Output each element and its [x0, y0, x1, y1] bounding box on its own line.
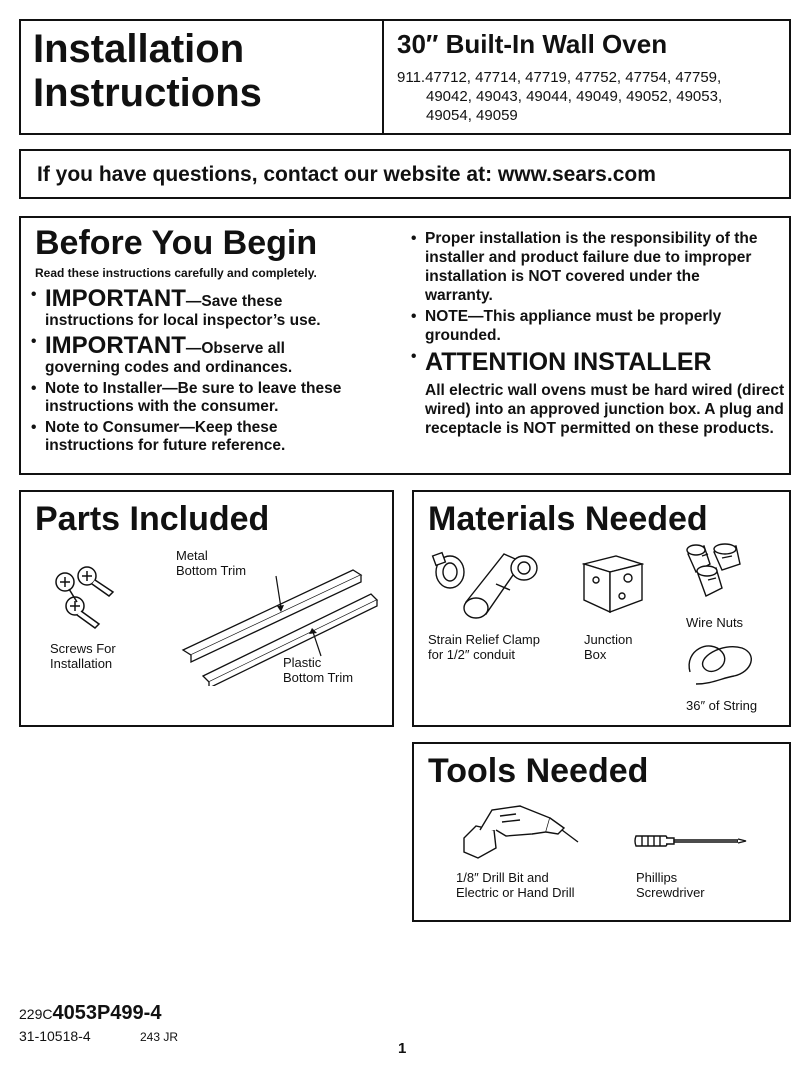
tools-title: Tools Needed	[428, 752, 649, 790]
important-save	[31, 286, 401, 330]
screwdriver-label: Phillips Screwdriver	[636, 870, 705, 900]
important-label: IMPORTANT	[45, 285, 186, 312]
strain-relief-clamp-illustration	[426, 544, 544, 626]
drill-label: 1/8″ Drill Bit and Electric or Hand Drill	[456, 870, 575, 900]
junction-box-illustration	[582, 550, 644, 616]
screws-illustration	[51, 564, 121, 636]
code-main: 4053P499-4	[52, 1002, 162, 1024]
jr-code: 243 JR	[140, 1030, 179, 1044]
attention-heading: ATTENTION INSTALLER	[425, 348, 712, 376]
materials-title: Materials Needed	[428, 500, 708, 538]
drill-illustration	[460, 796, 580, 864]
doc-title-line2: Instructions	[33, 71, 262, 115]
part-number: 31-10518-4	[19, 1028, 91, 1044]
model-numbers-line1: 911.47712, 47714, 47719, 47752, 47754, 47759,	[397, 69, 722, 86]
string-label: 36″ of String	[686, 698, 758, 713]
attention-text: All electric wall ovens must be hard wired (direct wired) into an approved junction box. A plug and receptacle is NOT permitted on these products.	[425, 382, 785, 437]
wire-nuts-illustration	[682, 542, 750, 604]
before-title: Before You Begin	[35, 224, 318, 262]
tools-needed-box	[412, 742, 791, 922]
important-observe-rest: —Observe all	[185, 340, 285, 357]
contact-box	[19, 149, 791, 199]
bottom-trim-illustration	[181, 566, 381, 686]
code-prefix: 229C	[19, 1006, 53, 1022]
model-numbers-line2: 49042, 49043, 49044, 49049, 49052, 49053,	[426, 88, 723, 105]
header-divider	[382, 21, 384, 133]
important-save-line2: instructions for local inspector’s use.	[45, 312, 321, 329]
wire-nuts-label: Wire Nuts	[686, 615, 744, 630]
attention-installer	[411, 347, 785, 377]
contact-text: If you have questions, contact our website at: www.sears.com	[37, 163, 656, 186]
before-you-begin-box	[19, 216, 791, 475]
parts-included-box	[19, 490, 394, 727]
string-illustration	[682, 632, 762, 688]
grounded-note: • NOTE—This appliance must be properly grounded.	[411, 307, 785, 345]
right-bullet-list	[411, 229, 785, 377]
important-label: IMPORTANT	[45, 332, 186, 359]
read-instructions: Read these instructions carefully and completely.	[35, 266, 317, 280]
screwdriver-illustration	[632, 828, 748, 854]
parts-title: Parts Included	[35, 500, 270, 538]
important-observe	[31, 333, 401, 377]
page-number: 1	[398, 1040, 407, 1057]
plastic-trim-label: Plastic Bottom Trim	[283, 655, 354, 685]
model-numbers-line3: 49054, 49059	[426, 107, 518, 124]
header-box	[19, 19, 791, 135]
note-to-installer: • Note to Installer—Be sure to leave these instructions with the consumer.	[31, 380, 401, 416]
important-observe-line2: governing codes and ordinances.	[45, 359, 293, 376]
left-bullet-list	[31, 286, 401, 455]
junction-box-label: Junction Box	[584, 632, 633, 662]
doc-title-line1: Installation	[33, 27, 245, 71]
product-name: 30″ Built-In Wall Oven	[397, 29, 668, 59]
document-code	[19, 1002, 161, 1025]
screws-label: Screws For Installation	[50, 641, 116, 671]
installer-responsibility: • Proper installation is the responsibility of the installer and product failure due to improper installation is NOT covered under the warranty.	[411, 229, 765, 305]
note-to-consumer: • Note to Consumer—Keep these instructions for future reference.	[31, 419, 345, 455]
important-save-rest: —Save these	[185, 293, 283, 310]
strain-relief-label: Strain Relief Clamp for 1/2″ conduit	[428, 632, 540, 662]
materials-needed-box	[412, 490, 791, 727]
metal-trim-label: Metal Bottom Trim	[176, 548, 247, 578]
